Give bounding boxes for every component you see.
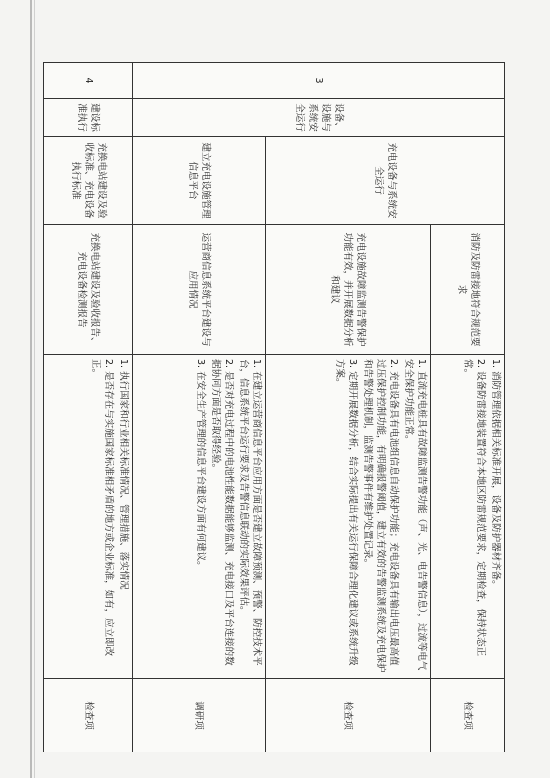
check-item: 2. 设备防雷接地装置符合本地区防雷规范要求，定期检查，保持状态正常。 <box>462 359 486 657</box>
check-items-cell <box>265 355 431 679</box>
subcategory-cell <box>133 137 265 225</box>
check-item: 1. 直流充电桩具有故障监测告警功能（声、光、电告警信息），过流等电气安全保护功能正常。 <box>403 359 428 671</box>
row-number: 4 <box>82 77 94 84</box>
subcategory-text: 建立充电设施管理信息平台 <box>186 142 211 219</box>
table-row <box>44 63 133 753</box>
inspection-table-canvas <box>43 62 505 752</box>
requirement-text: 充电设施故障监测告警保护功能有效，并开展数据分析和建议 <box>329 232 367 347</box>
requirement-cell <box>133 225 265 355</box>
check-item: 2. 是否对充电过程中的电池性能数据能够监测、充电接口及平台连接的数据协同方面是否取得经验。 <box>209 359 234 666</box>
scan-binding-line-inner <box>34 0 35 778</box>
category-text: 建设标准执行 <box>76 103 101 132</box>
type-cell <box>265 679 431 753</box>
row-number-cell <box>44 63 133 99</box>
requirement-text: 消防及防雷接地符合规范要求 <box>455 232 480 347</box>
check-item: 3. 在安全生产管理的信息平台建设方面有何建议。 <box>194 359 206 571</box>
requirement-cell <box>265 225 431 355</box>
type-cell <box>133 679 265 753</box>
type-cell <box>431 679 505 753</box>
type-text: 检查项 <box>342 701 354 730</box>
category-text: 设备、设施与系统安全运行 <box>293 103 344 132</box>
check-item: 2. 充电设备具有电池组信息自动保护功能；充电设备具有输出电压最高值过压保护控制功能，有明确报警阈值，建立有效的告警监测系统及充电保护和告警处理机制，监测告警事件有维护处置记录。 <box>362 359 400 673</box>
category-cell <box>44 99 133 137</box>
type-text: 检查项 <box>462 701 474 730</box>
rotated-page <box>43 62 505 752</box>
check-item: 1. 执行国家和行业相关标准情况、管理措施、落实情况 <box>118 359 130 590</box>
type-cell <box>44 679 133 753</box>
row-number: 3 <box>313 77 325 84</box>
check-item: 3. 定期开展数据分析，结合实际提出有关运行保障合理化建议或系统升级方案。 <box>334 359 359 666</box>
requirement-text: 运营商信息系统平台建设与应用情况 <box>186 232 211 347</box>
requirement-cell <box>431 225 505 355</box>
requirement-text: 充换电站建设及验收报告、充电设备检测报告 <box>76 232 101 347</box>
table-row <box>133 63 265 753</box>
subcategory-cell <box>44 137 133 225</box>
requirement-cell <box>44 225 133 355</box>
row-number-cell <box>133 63 505 99</box>
inspection-table <box>43 62 505 752</box>
category-cell <box>133 99 505 137</box>
check-item: 1. 消防管理依据相关标准开展，设备及防护器材齐备。 <box>490 359 501 590</box>
type-text: 检查项 <box>82 701 94 730</box>
scan-binding-line <box>30 0 32 778</box>
check-items-cell <box>431 355 505 679</box>
subcategory-cell <box>265 137 504 225</box>
table-row <box>431 63 505 753</box>
check-item: 1. 在建立运营商信息平台应用方面是否建立故障预测、预警、防控技术平台，信息系统平台运行要求及告警信息联动的实际效果评估。 <box>237 359 262 666</box>
type-text: 调研项 <box>193 701 205 730</box>
check-items-cell <box>133 355 265 679</box>
check-item: 2. 是否存在与实施国家标准相矛盾的地方或企业标准，如有，应立即改正。 <box>90 359 115 657</box>
check-items-cell <box>44 355 133 679</box>
subcategory-text: 充电设备与系统安全运行 <box>372 142 397 219</box>
subcategory-text: 充换电站建设及验收标准、充电设备执行标准 <box>69 142 107 219</box>
